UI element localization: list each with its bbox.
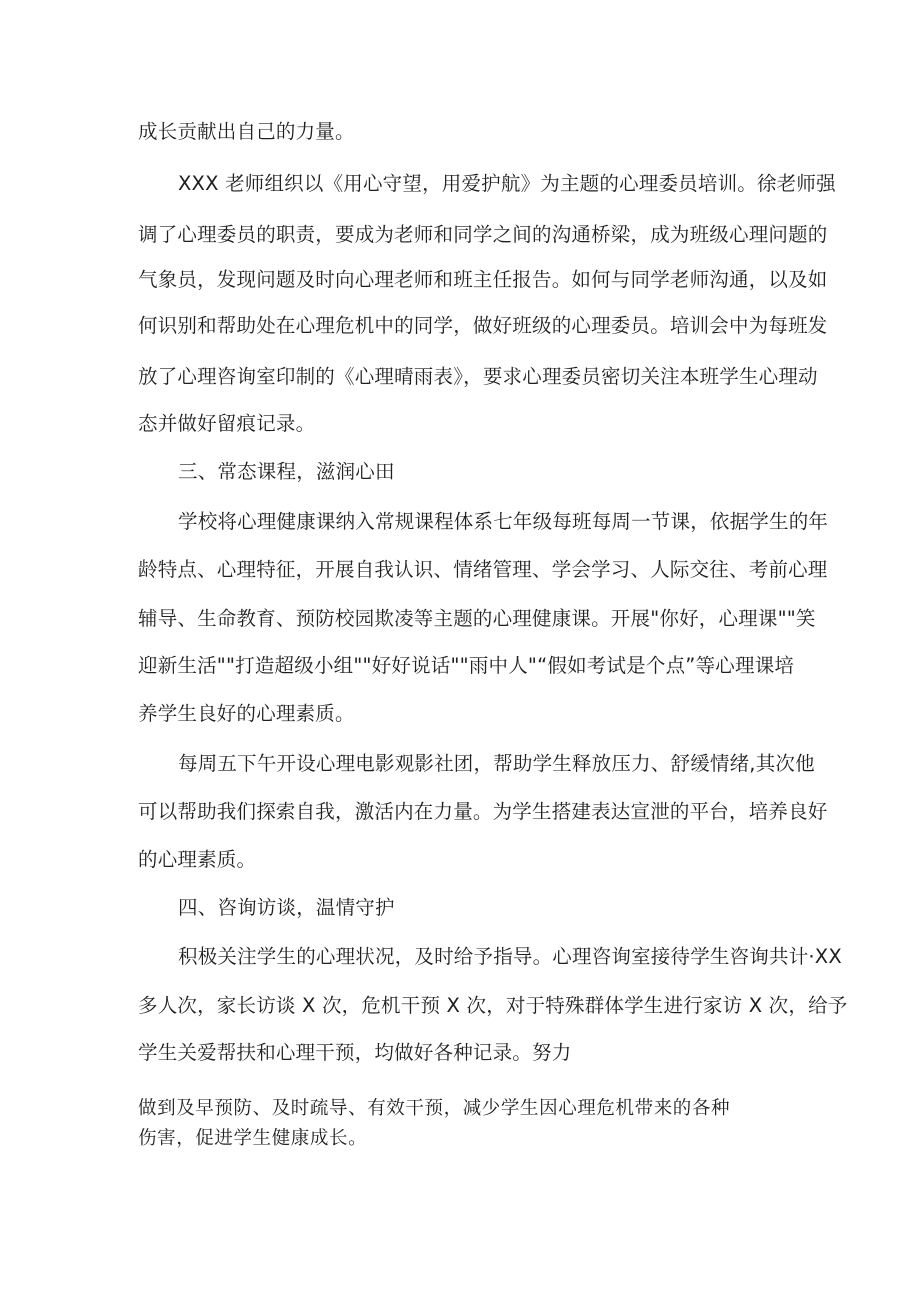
text-line: 态并做好留痕记录。 (138, 412, 316, 435)
text-line: 气象员，发现问题及时向心理老师和班主任报告。如何与同学老师沟通，以及如 (138, 268, 828, 291)
text-line: 伤害，促进学生健康成长。 (138, 1128, 368, 1149)
text-line: 迎新生活""打造超级小组""好好说话""雨中人"“假如考试是个点”等心理课培 (138, 654, 795, 677)
text-line: 放了心理咨询室印制的《心理晴雨表》，要求心理委员密切关注本班学生心理动 (138, 365, 818, 388)
text-line: 调了心理委员的职责，要成为老师和同学之间的沟通桥梁，成为班级心理问题的 (138, 223, 828, 246)
text-line: 多人次，家长访谈 X 次，危机干预 X 次，对于特殊群体学生进行家访 X 次，给予 (138, 994, 848, 1017)
text-line: 成长贡献出自己的力量。 (138, 120, 355, 143)
section-heading: 三、常态课程，滋润心田 (178, 460, 395, 483)
text-line: 学生关爱帮扶和心理干预，均做好各种记录。努力 (138, 1041, 572, 1064)
text-line: 的心理素质。 (138, 848, 257, 871)
text-line: 每周五下午开设心理电影观影社团，帮助学生释放压力、舒缓情绪,其次他 (178, 752, 815, 775)
text-line: 可以帮助我们探索自我，激活内在力量。为学生搭建表达宣泄的平台，培养良好 (138, 800, 828, 823)
text-line: 何识别和帮助处在心理危机中的同学，做好班级的心理委员。培训会中为每班发 (138, 314, 828, 337)
text-line: 学校将心理健康课纳入常规课程体系七年级每班每周一节课，依据学生的年 (178, 510, 829, 533)
section-heading: 四、咨询访谈，温情守护 (178, 896, 395, 919)
text-line: 养学生良好的心理素质。 (138, 702, 355, 725)
text-line: 辅导、生命教育、预防校园欺凌等主题的心理健康课。开展"你好，心理课""笑 (138, 607, 816, 630)
text-line: 龄特点、心理特征，开展自我认识、情绪管理、学会学习、人际交往、考前心理 (138, 558, 828, 581)
text-line: XXX 老师组织以《用心守望，用爱护航》为主题的心理委员培训。徐老师强 (178, 172, 836, 195)
text-line: 积极关注学生的心理状况，及时给予指导。心理咨询室接待学生咨询共计·XX (178, 945, 842, 968)
text-line: 做到及早预防、及时疏导、有效干预，减少学生因心理危机带来的各种 (138, 1098, 731, 1119)
